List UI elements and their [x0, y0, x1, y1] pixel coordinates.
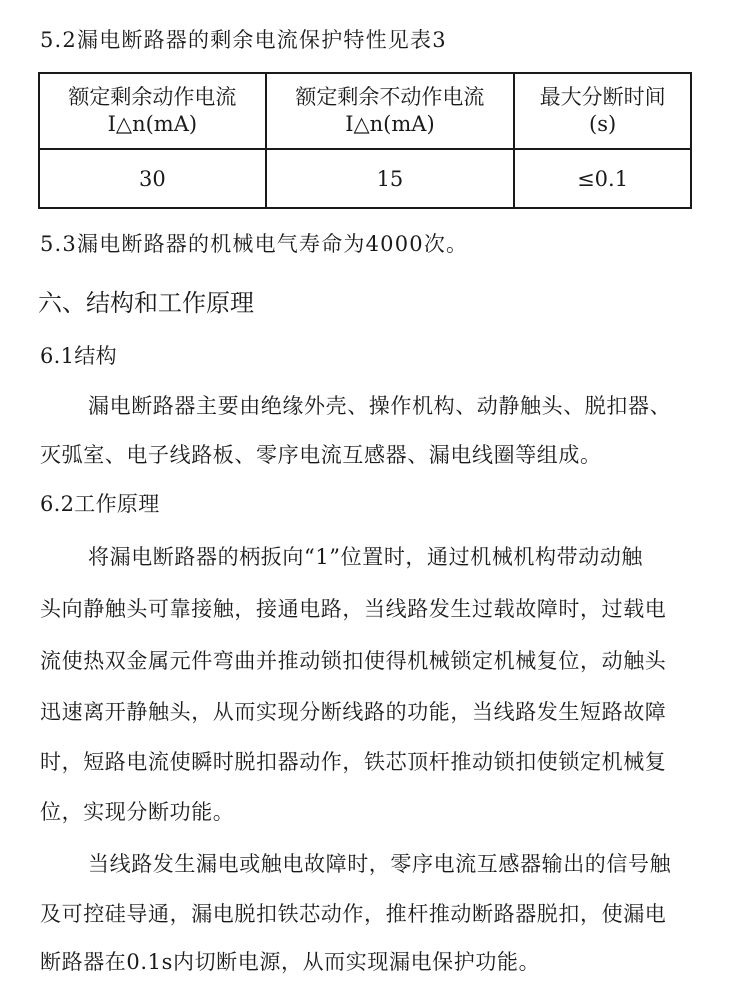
subheading-6-1: 6.1结构 — [40, 344, 117, 368]
header-text: 额定剩余不动作电流 — [295, 85, 485, 109]
protection-characteristics-table — [38, 72, 692, 209]
note-5-3: 5.3漏电断路器的机械电气寿命为4000次。 — [40, 232, 469, 256]
subheading-6-2: 6.2工作原理 — [40, 492, 160, 516]
paragraph-line: 当线路发生漏电或触电故障时，零序电流互感器输出的信号触 — [88, 852, 672, 876]
header-unit: I△n(mA) — [345, 112, 435, 136]
caption-5-2: 5.2漏电断路器的剩余电流保护特性见表3 — [40, 28, 447, 52]
paragraph-line: 时，短路电流使瞬时脱扣器动作，铁芯顶杆推动锁扣使锁定机械复 — [40, 750, 667, 774]
header-text: 额定剩余动作电流 — [68, 85, 237, 109]
paragraph-line: 灭弧室、电子线路板、零序电流互感器、漏电线圈等组成。 — [40, 443, 602, 467]
table-row — [39, 149, 691, 208]
cell-non-operating-current: 15 — [266, 149, 514, 208]
cell-operating-current: 30 — [39, 149, 266, 208]
header-cell-rated-operating-current — [39, 73, 266, 149]
header-text: 最大分断时间 — [539, 85, 666, 109]
paragraph-line: 位，实现分断功能。 — [40, 800, 235, 824]
paragraph-line: 漏电断路器主要由绝缘外壳、操作机构、动静触头、脱扣器、 — [88, 394, 672, 418]
section-title: 六、结构和工作原理 — [38, 289, 254, 317]
header-unit: (s) — [589, 112, 617, 136]
paragraph-line: 迅速离开静触头，从而实现分断线路的功能，当线路发生短路故障 — [40, 700, 667, 724]
paragraph-line: 流使热双金属元件弯曲并推动锁扣使得机械锁定机械复位，动触头 — [40, 649, 667, 673]
paragraph-line: 头向静触头可靠接触，接通电路，当线路发生过载故障时，过载电 — [40, 597, 667, 621]
header-cell-max-break-time — [514, 73, 691, 149]
table-header-row — [39, 73, 691, 149]
paragraph-line: 及可控硅导通，漏电脱扣铁芯动作，推杆推动断路器脱扣，使漏电 — [40, 902, 667, 926]
cell-max-break-time: ≤0.1 — [514, 149, 691, 208]
paragraph-line: 将漏电断路器的柄扳向“1”位置时，通过机械机构带动动触 — [88, 545, 644, 569]
paragraph-line: 断路器在0.1s内切断电源，从而实现漏电保护功能。 — [40, 950, 541, 974]
header-cell-rated-non-operating-current — [266, 73, 514, 149]
header-unit: I△n(mA) — [107, 112, 198, 136]
